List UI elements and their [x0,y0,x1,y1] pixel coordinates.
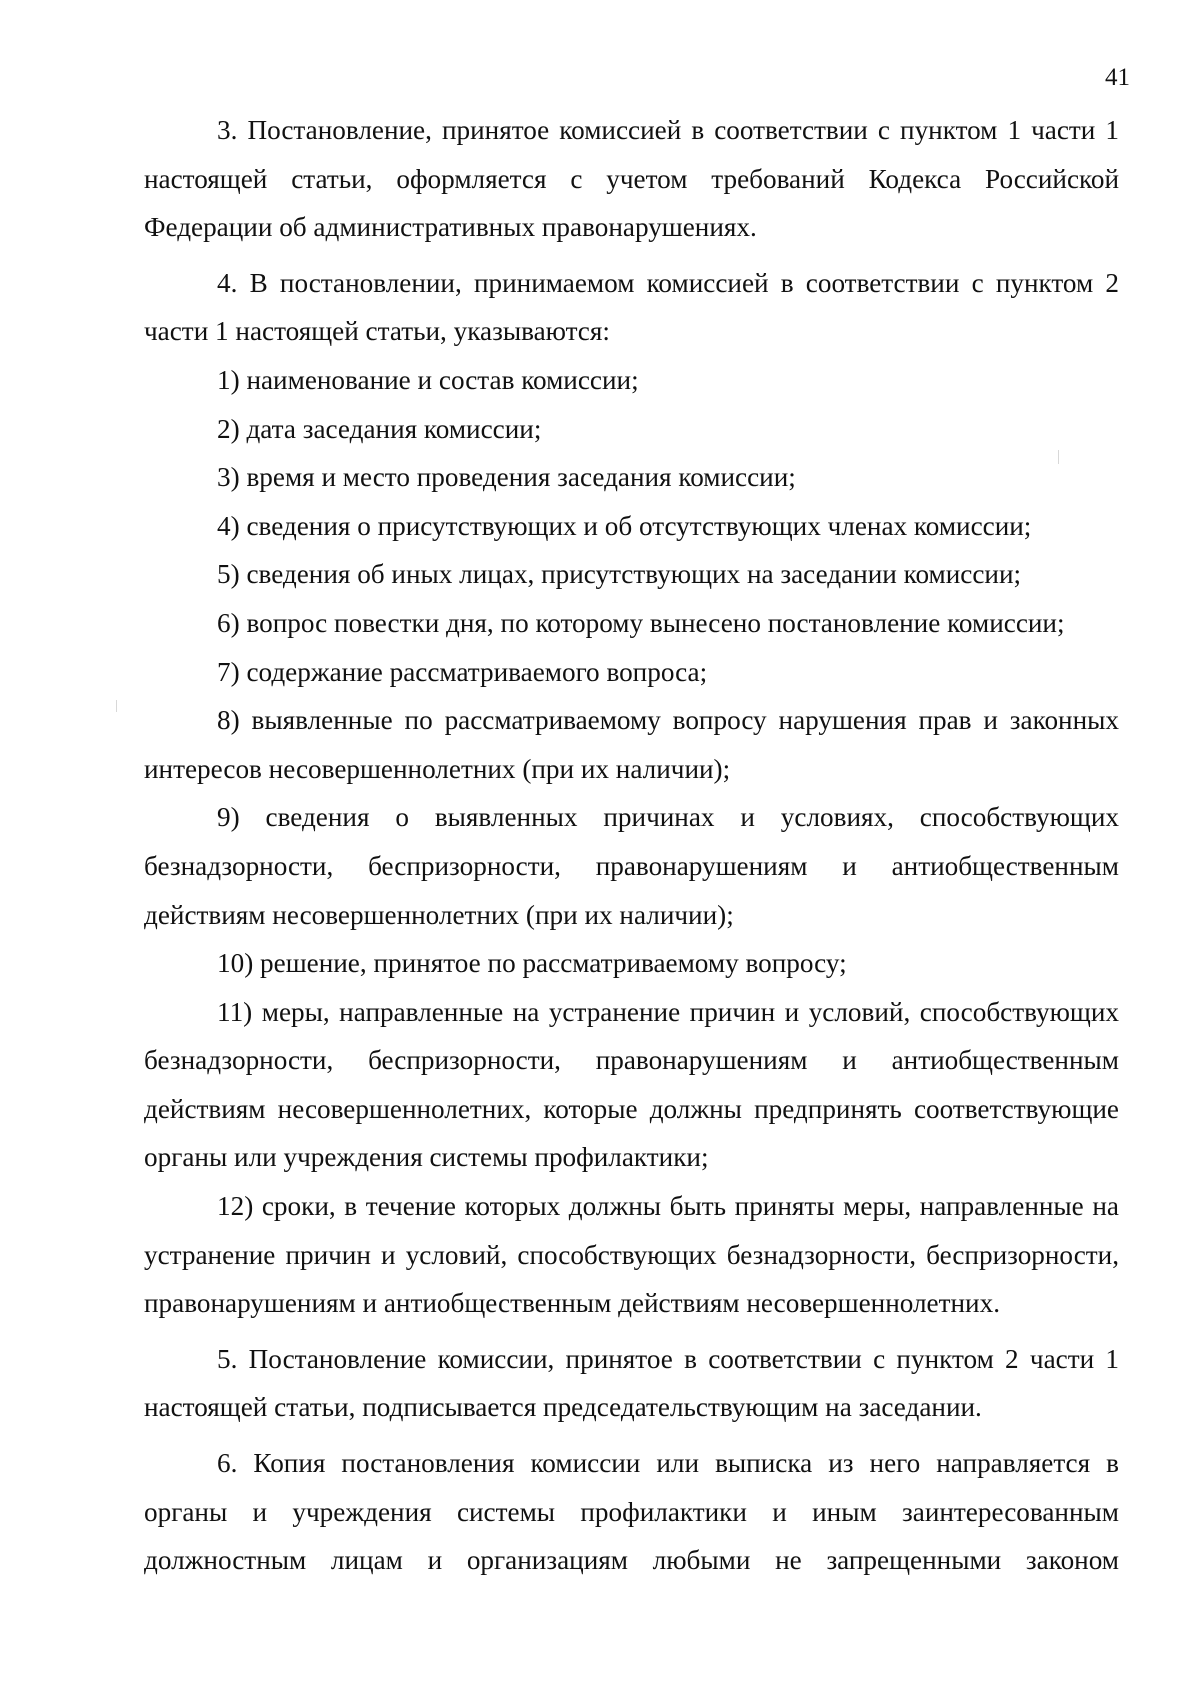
paragraph-5: 5. Постановление комиссии, принятое в соответствии с пунктом 2 части 1 настоящей статьи, подписывается председательствующим на заседании. [144,1343,1119,1423]
scan-artifact [116,700,117,712]
list-item-11: 11) меры, направленные на устранение причин и условий, способствующих безнадзорности, беспризорности, правонарушениям и антиобщественным действиям несовершеннолетних, которые должны предпринять соответствующие органы или учреждения системы профилактики; [144,996,1119,1173]
list-item-10: 10) решение, принятое по рассматриваемому вопросу; [217,948,847,979]
list-item-9: 9) сведения о выявленных причинах и условиях, способствующих безнадзорности, беспризорности, правонарушениям и антиобщественным действиям несовершеннолетних (при их наличии); [144,802,1119,930]
paragraph-4: 4. В постановлении, принимаемом комиссией в соответствии с пунктом 2 части 1 настоящей статьи, указываются: [144,267,1119,347]
document-body [144,106,1119,1585]
list-item-8: 8) выявленные по рассматриваемому вопросу нарушения прав и законных интересов несовершеннолетних (при их наличии); [144,705,1119,784]
list-item-3: 3) время и место проведения заседания комиссии; [217,462,796,493]
list-item-12: 12) сроки, в течение которых должны быть приняты меры, направленные на устранение причин и условий, способствующих безнадзорности, беспризорности, правонарушениям и антиобщественным действиям несовершеннолетних. [144,1191,1119,1319]
list-item-2: 2) дата заседания комиссии; [217,413,542,444]
list-item-4: 4) сведения о присутствующих и об отсутствующих членах комиссии; [217,510,1032,541]
scan-artifact [1058,450,1059,464]
paragraph-6: 6. Копия постановления комиссии или выписка из него направляется в органы и учреждения системы профилактики и иным заинтересованным должностным лицам и организациям любыми не запрещенными законом [144,1448,1119,1576]
paragraph-3: 3. Постановление, принятое комиссией в соответствии с пунктом 1 части 1 настоящей статьи, оформляется с учетом требований Кодекса Российской Федерации об административных правонарушениях. [144,115,1119,243]
list-item-6: 6) вопрос повестки дня, по которому вынесено постановление комиссии; [217,607,1065,638]
list-item-7: 7) содержание рассматриваемого вопроса; [217,656,708,687]
list-item-1: 1) наименование и состав комиссии; [217,364,639,395]
list-item-5: 5) сведения об иных лицах, присутствующих на заседании комиссии; [217,559,1022,590]
page-number: 41 [1105,64,1130,91]
